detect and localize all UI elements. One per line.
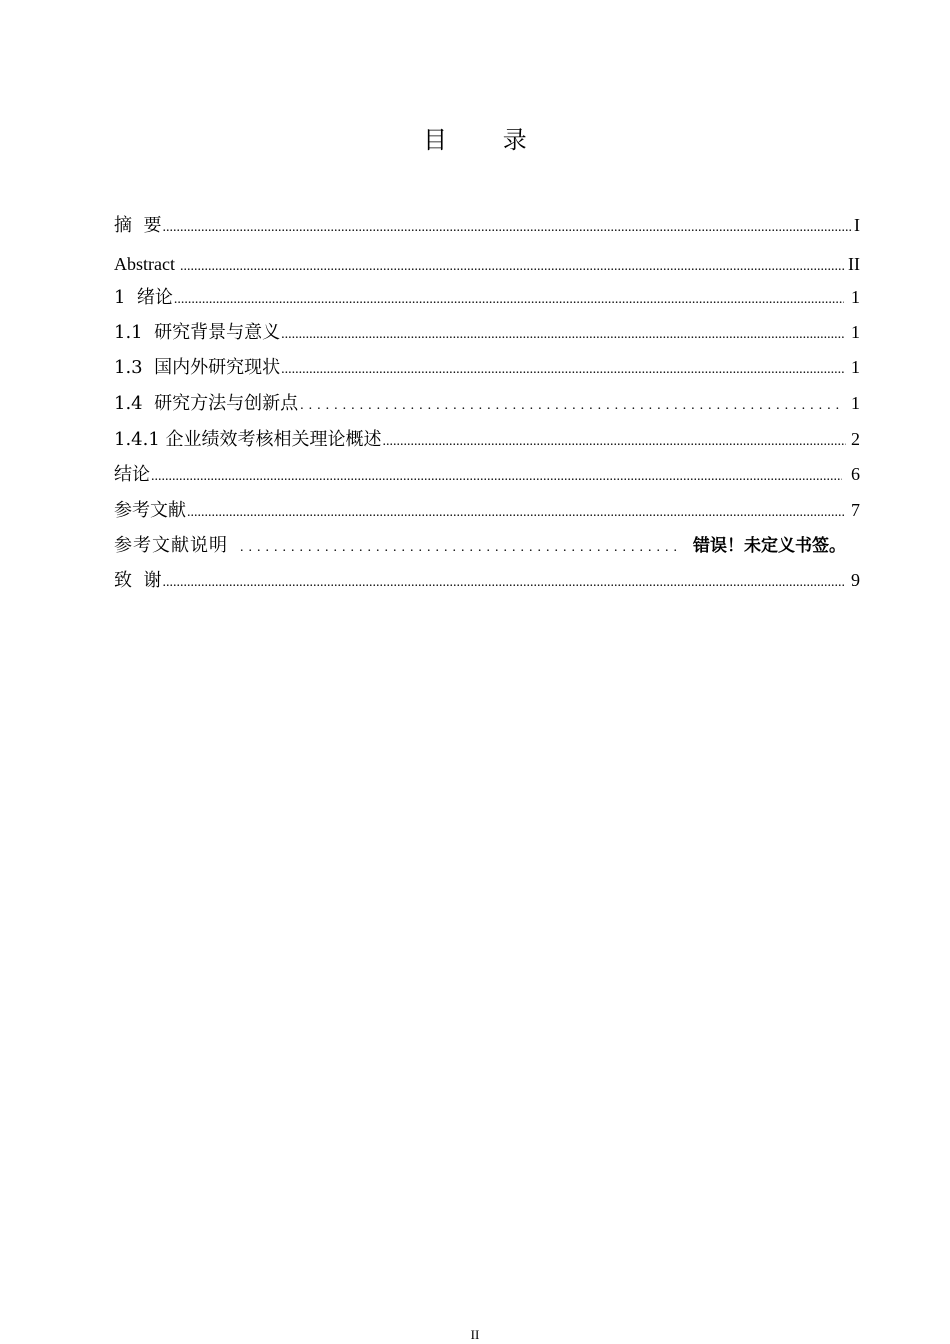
toc-dot-leader bbox=[383, 429, 846, 455]
toc-entry-section-1-4-1[interactable] bbox=[114, 426, 860, 452]
toc-entry-section-1-4[interactable] bbox=[114, 390, 860, 416]
toc-entry-page: 2 bbox=[851, 429, 860, 449]
toc-entry-page: 9 bbox=[851, 570, 860, 590]
toc-entry-conclusion[interactable] bbox=[114, 461, 860, 487]
toc-entry-page: II bbox=[848, 254, 860, 274]
toc-dot-leader bbox=[187, 500, 844, 526]
toc-entry-section-1-3[interactable] bbox=[114, 354, 860, 380]
toc-entry-page: 6 bbox=[851, 464, 860, 484]
toc-entry-abstract-cn[interactable] bbox=[114, 212, 860, 238]
toc-dot-leader bbox=[281, 357, 844, 383]
toc-dot-leader bbox=[151, 464, 842, 490]
toc-entry-page-error: 错误！未定义书签。 bbox=[693, 536, 846, 556]
toc-dot-leader bbox=[162, 570, 844, 596]
toc-entry-page: 1 bbox=[851, 393, 860, 413]
toc-entry-label: 参考文献 bbox=[114, 500, 186, 521]
toc-entry-page: 1 bbox=[851, 322, 860, 342]
toc-dot-leader bbox=[162, 215, 853, 241]
toc-entry-references[interactable] bbox=[114, 497, 860, 523]
toc-entry-label: 1.3 国内外研究现状 bbox=[114, 357, 281, 378]
toc-entry-page: 1 bbox=[851, 357, 860, 377]
toc-entry-abstract-en[interactable] bbox=[114, 251, 860, 277]
toc-entry-label: 摘 要 bbox=[114, 215, 162, 236]
toc-entry-section-1-1[interactable] bbox=[114, 319, 860, 345]
toc-dot-leader bbox=[180, 254, 845, 280]
toc-entry-label: 致 谢 bbox=[114, 570, 162, 591]
toc-dot-leader bbox=[240, 535, 681, 561]
footer-page-number: II bbox=[470, 1327, 480, 1342]
toc-entry-chapter-1[interactable] bbox=[114, 284, 860, 310]
toc-title: 目 录 bbox=[423, 126, 551, 154]
toc-entry-page: 1 bbox=[851, 287, 860, 307]
toc-entry-label: 结论 bbox=[114, 464, 150, 485]
toc-entry-label: 参考文献说明 bbox=[114, 535, 228, 556]
toc-entry-label: 1 绪论 bbox=[114, 287, 173, 308]
toc-dot-leader bbox=[174, 287, 844, 313]
toc-dot-leader bbox=[281, 322, 844, 348]
toc-entry-reference-notes[interactable] bbox=[114, 533, 860, 559]
toc-entry-label: 1.1 研究背景与意义 bbox=[114, 322, 281, 343]
toc-entry-label: 1.4 研究方法与创新点 bbox=[114, 393, 299, 414]
toc-entry-acknowledgements[interactable] bbox=[114, 567, 860, 593]
toc-entry-page: I bbox=[854, 215, 860, 235]
toc-entry-label: Abstract bbox=[114, 254, 175, 274]
toc-dot-leader bbox=[300, 393, 843, 419]
toc-entry-label: 1.4.1 企业绩效考核相关理论概述 bbox=[114, 429, 382, 450]
toc-entry-page: 7 bbox=[851, 500, 860, 520]
